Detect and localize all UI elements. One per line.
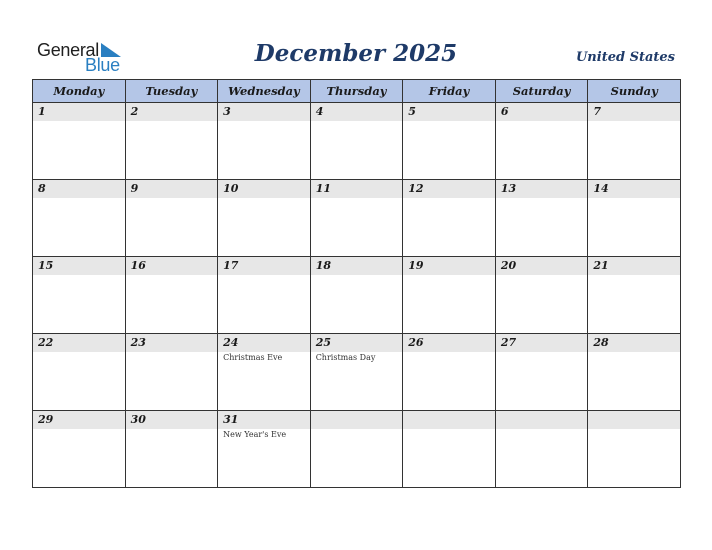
- holiday-label: [496, 198, 588, 199]
- day-cell: [125, 411, 218, 488]
- day-number: [403, 411, 495, 429]
- holiday-label: [403, 121, 495, 122]
- day-cell: [33, 103, 126, 180]
- day-number: [496, 411, 588, 429]
- day-cell: [588, 103, 681, 180]
- holiday-label: [311, 429, 403, 430]
- day-cell: [33, 180, 126, 257]
- calendar-title: December 2025: [254, 40, 458, 67]
- day-cell: [310, 334, 403, 411]
- holiday-label: [33, 429, 125, 430]
- day-cell: [310, 103, 403, 180]
- day-cell: [403, 334, 496, 411]
- day-number: 29: [33, 411, 125, 429]
- week-row: [33, 103, 681, 180]
- day-number: 15: [33, 257, 125, 275]
- day-number: 9: [126, 180, 218, 198]
- day-number: 19: [403, 257, 495, 275]
- day-number: 11: [311, 180, 403, 198]
- weekday-header: Monday: [33, 80, 126, 103]
- day-cell: [33, 411, 126, 488]
- day-number: 8: [33, 180, 125, 198]
- day-number: 28: [588, 334, 680, 352]
- day-cell: [125, 180, 218, 257]
- holiday-label: [403, 352, 495, 353]
- week-row: [33, 334, 681, 411]
- day-cell: [310, 257, 403, 334]
- day-number: 30: [126, 411, 218, 429]
- holiday-label: [403, 429, 495, 430]
- day-cell: [588, 257, 681, 334]
- holiday-label: [403, 275, 495, 276]
- holiday-label: [311, 121, 403, 122]
- holiday-label: [33, 121, 125, 122]
- holiday-label: [588, 429, 680, 430]
- holiday-label: [33, 275, 125, 276]
- logo-text-blue: Blue: [85, 55, 120, 75]
- holiday-label: [33, 198, 125, 199]
- day-cell: [403, 103, 496, 180]
- holiday-label: [496, 275, 588, 276]
- day-cell: [495, 257, 588, 334]
- week-row: [33, 180, 681, 257]
- day-number: 24: [218, 334, 310, 352]
- day-number: 7: [588, 103, 680, 121]
- holiday-label: [33, 352, 125, 353]
- day-cell: [495, 334, 588, 411]
- holiday-label: [126, 275, 218, 276]
- day-number: 3: [218, 103, 310, 121]
- day-number: 23: [126, 334, 218, 352]
- day-cell: [218, 103, 311, 180]
- weekday-header: Wednesday: [218, 80, 311, 103]
- day-cell: [403, 257, 496, 334]
- holiday-label: [218, 121, 310, 122]
- day-cell: [218, 411, 311, 488]
- country-label: United States: [575, 50, 675, 65]
- day-number: 6: [496, 103, 588, 121]
- holiday-label: [218, 198, 310, 199]
- logo-text-general: General: [37, 40, 99, 60]
- day-number: 1: [33, 103, 125, 121]
- day-cell: [125, 103, 218, 180]
- day-number: 5: [403, 103, 495, 121]
- holiday-label: [588, 275, 680, 276]
- day-number: 4: [311, 103, 403, 121]
- day-cell: [33, 257, 126, 334]
- holiday-label: [403, 198, 495, 199]
- holiday-label: [126, 429, 218, 430]
- day-cell: [33, 334, 126, 411]
- day-cell: [218, 334, 311, 411]
- day-cell: [403, 180, 496, 257]
- day-number: 12: [403, 180, 495, 198]
- holiday-label: [218, 275, 310, 276]
- day-number: 27: [496, 334, 588, 352]
- day-number: 14: [588, 180, 680, 198]
- day-number: [311, 411, 403, 429]
- holiday-label: [496, 429, 588, 430]
- day-number: 17: [218, 257, 310, 275]
- day-number: 16: [126, 257, 218, 275]
- day-number: 2: [126, 103, 218, 121]
- day-number: 13: [496, 180, 588, 198]
- day-cell: [403, 411, 496, 488]
- week-row: [33, 411, 681, 488]
- holiday-label: [126, 198, 218, 199]
- day-cell: [310, 180, 403, 257]
- day-number: 25: [311, 334, 403, 352]
- holiday-label: [588, 198, 680, 199]
- day-cell: [218, 180, 311, 257]
- holiday-label: [311, 198, 403, 199]
- holiday-label: Christmas Day: [315, 353, 376, 362]
- day-cell: [125, 257, 218, 334]
- day-cell: [310, 411, 403, 488]
- day-cell: [495, 103, 588, 180]
- holiday-label: Christmas Eve: [223, 353, 283, 362]
- day-number: 31: [218, 411, 310, 429]
- holiday-label: New Year's Eve: [223, 430, 287, 439]
- holiday-label: [496, 352, 588, 353]
- weekday-header: Friday: [403, 80, 496, 103]
- weekday-header: Saturday: [495, 80, 588, 103]
- day-number: 26: [403, 334, 495, 352]
- day-number: 22: [33, 334, 125, 352]
- day-cell: [495, 180, 588, 257]
- day-number: [588, 411, 680, 429]
- weekday-header-row: [33, 80, 681, 103]
- holiday-label: [126, 352, 218, 353]
- day-number: 21: [588, 257, 680, 275]
- weekday-header: Thursday: [310, 80, 403, 103]
- day-number: 20: [496, 257, 588, 275]
- weekday-header: Tuesday: [125, 80, 218, 103]
- day-number: 10: [218, 180, 310, 198]
- day-cell: [588, 334, 681, 411]
- holiday-label: [126, 121, 218, 122]
- holiday-label: [496, 121, 588, 122]
- day-cell: [588, 180, 681, 257]
- day-cell: [588, 411, 681, 488]
- week-row: [33, 257, 681, 334]
- day-cell: [125, 334, 218, 411]
- day-number: 18: [311, 257, 403, 275]
- day-cell: [495, 411, 588, 488]
- weekday-header: Sunday: [588, 80, 681, 103]
- holiday-label: [588, 352, 680, 353]
- holiday-label: [311, 275, 403, 276]
- day-cell: [218, 257, 311, 334]
- holiday-label: [588, 121, 680, 122]
- calendar-grid: [32, 79, 681, 488]
